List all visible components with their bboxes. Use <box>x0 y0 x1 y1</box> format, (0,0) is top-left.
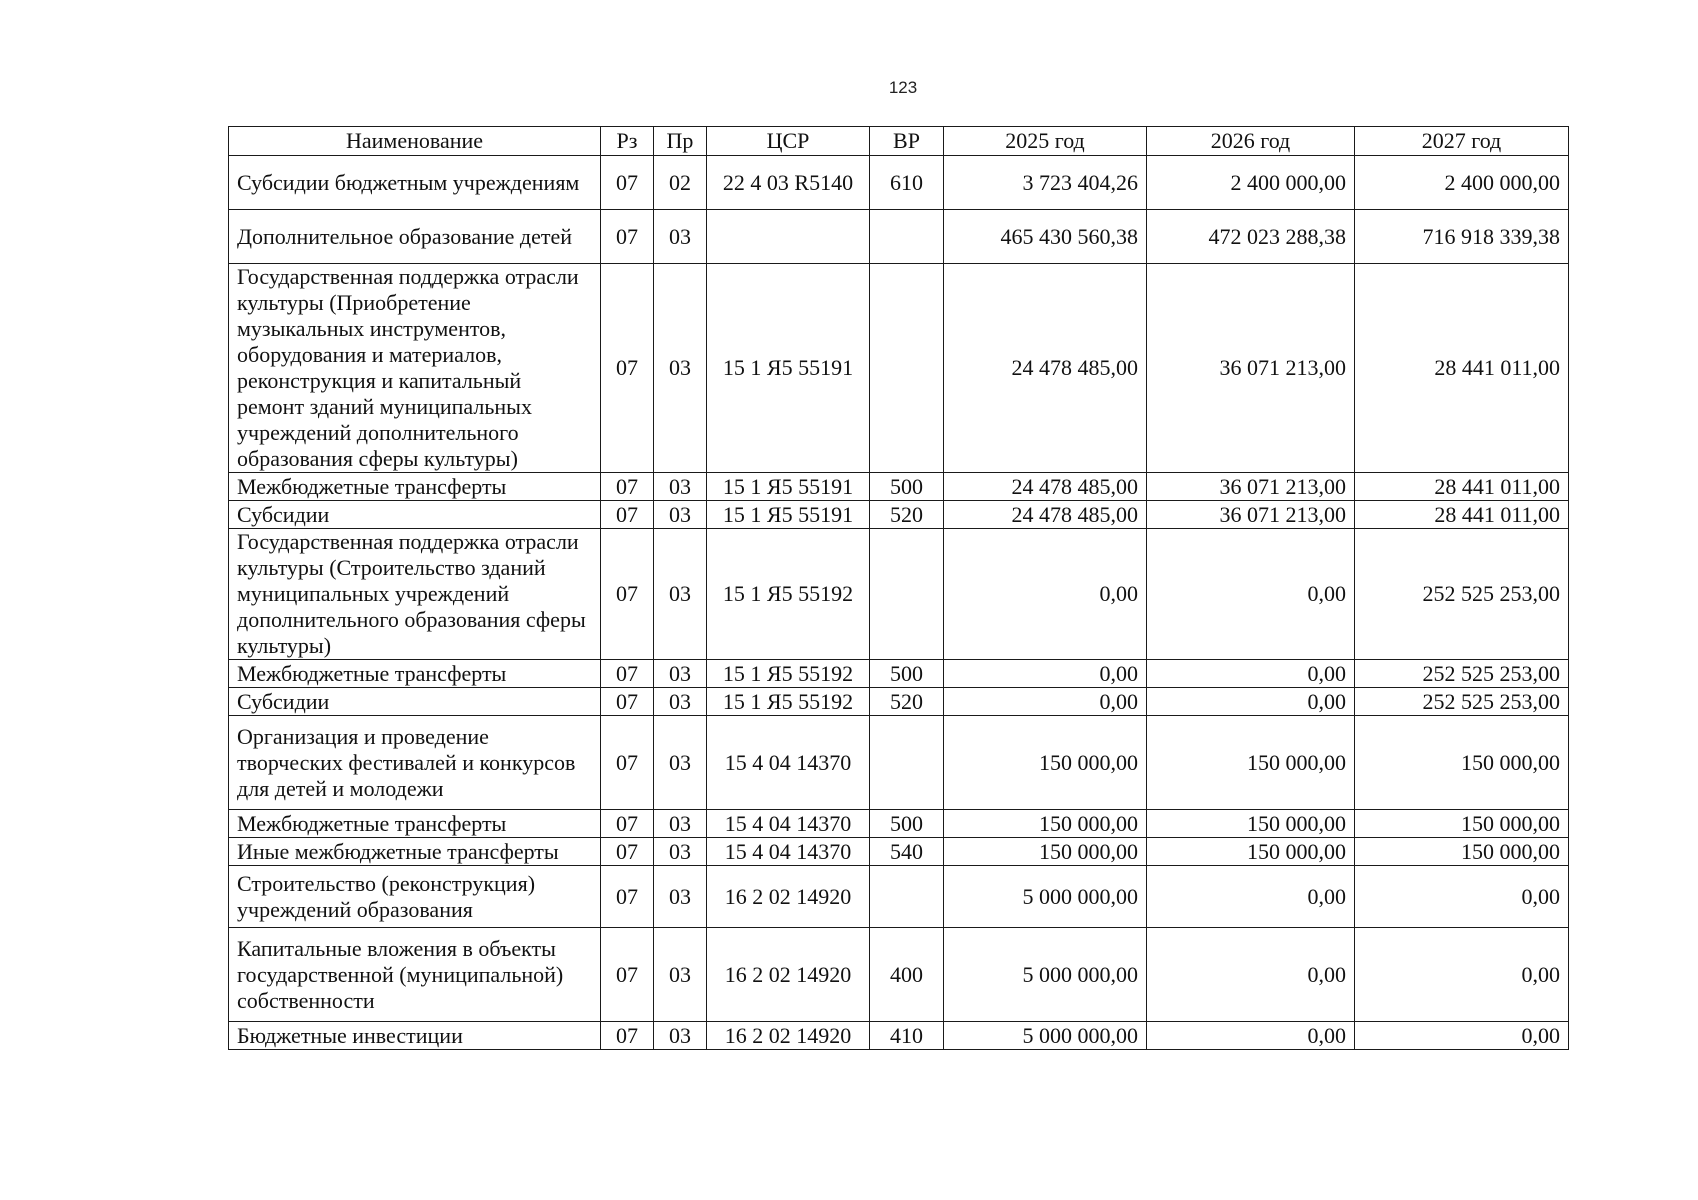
table-header-row <box>229 127 1569 156</box>
row-2026: 0,00 <box>1147 660 1355 688</box>
row-vr: 400 <box>870 928 944 1022</box>
table-row <box>229 838 1569 866</box>
row-vr: 520 <box>870 688 944 716</box>
table-row <box>229 660 1569 688</box>
row-2027: 28 441 011,00 <box>1355 501 1569 529</box>
row-rz: 07 <box>601 716 654 810</box>
row-pr: 03 <box>654 264 707 473</box>
header-2026: 2026 год <box>1147 127 1355 156</box>
budget-table <box>228 126 1569 1050</box>
row-2026: 0,00 <box>1147 928 1355 1022</box>
row-pr: 03 <box>654 1022 707 1050</box>
header-csr: ЦСР <box>707 127 870 156</box>
header-name: Наименование <box>229 127 601 156</box>
row-vr <box>870 264 944 473</box>
row-pr: 03 <box>654 529 707 660</box>
row-name: Государственная поддержка отрасли культуры (Приобретение музыкальных инструментов, оборудования и материалов, реконструкция и капитальный ремонт зданий муниципальных учреждений дополнительного образования сферы культуры) <box>229 264 601 473</box>
row-name: Межбюджетные трансферты <box>229 810 601 838</box>
table-row <box>229 210 1569 264</box>
header-pr: Пр <box>654 127 707 156</box>
header-2025: 2025 год <box>944 127 1147 156</box>
row-csr: 15 4 04 14370 <box>707 716 870 810</box>
table-row <box>229 928 1569 1022</box>
row-rz: 07 <box>601 264 654 473</box>
row-2027: 0,00 <box>1355 1022 1569 1050</box>
row-pr: 03 <box>654 501 707 529</box>
row-vr: 500 <box>870 473 944 501</box>
row-2025: 24 478 485,00 <box>944 264 1147 473</box>
table-row <box>229 529 1569 660</box>
table-row <box>229 501 1569 529</box>
row-rz: 07 <box>601 688 654 716</box>
table-row <box>229 866 1569 928</box>
row-2025: 24 478 485,00 <box>944 501 1147 529</box>
row-pr: 03 <box>654 810 707 838</box>
row-2027: 0,00 <box>1355 928 1569 1022</box>
row-pr: 03 <box>654 716 707 810</box>
row-name: Организация и проведение творческих фестивалей и конкурсов для детей и молодежи <box>229 716 601 810</box>
row-csr: 22 4 03 R5140 <box>707 156 870 210</box>
table-row <box>229 264 1569 473</box>
row-csr: 16 2 02 14920 <box>707 866 870 928</box>
row-rz: 07 <box>601 866 654 928</box>
row-vr: 500 <box>870 810 944 838</box>
row-csr: 15 1 Я5 55191 <box>707 264 870 473</box>
row-2027: 2 400 000,00 <box>1355 156 1569 210</box>
row-name: Строительство (реконструкция) учреждений образования <box>229 866 601 928</box>
row-csr: 15 4 04 14370 <box>707 838 870 866</box>
row-pr: 03 <box>654 928 707 1022</box>
row-pr: 03 <box>654 866 707 928</box>
row-2026: 150 000,00 <box>1147 838 1355 866</box>
row-2026: 2 400 000,00 <box>1147 156 1355 210</box>
row-2025: 3 723 404,26 <box>944 156 1147 210</box>
row-2025: 150 000,00 <box>944 810 1147 838</box>
row-pr: 03 <box>654 660 707 688</box>
row-vr: 520 <box>870 501 944 529</box>
row-pr: 03 <box>654 473 707 501</box>
table-row <box>229 156 1569 210</box>
row-vr: 610 <box>870 156 944 210</box>
row-rz: 07 <box>601 660 654 688</box>
row-name: Субсидии <box>229 688 601 716</box>
row-csr: 15 1 Я5 55192 <box>707 660 870 688</box>
row-rz: 07 <box>601 838 654 866</box>
row-2026: 36 071 213,00 <box>1147 501 1355 529</box>
row-vr <box>870 716 944 810</box>
row-name: Дополнительное образование детей <box>229 210 601 264</box>
row-2026: 0,00 <box>1147 688 1355 716</box>
table-row <box>229 1022 1569 1050</box>
row-2027: 716 918 339,38 <box>1355 210 1569 264</box>
row-2025: 0,00 <box>944 688 1147 716</box>
row-2025: 5 000 000,00 <box>944 866 1147 928</box>
row-csr: 15 1 Я5 55192 <box>707 688 870 716</box>
row-name: Субсидии <box>229 501 601 529</box>
row-csr: 16 2 02 14920 <box>707 1022 870 1050</box>
table-row <box>229 688 1569 716</box>
row-vr <box>870 866 944 928</box>
row-name: Межбюджетные трансферты <box>229 660 601 688</box>
row-2025: 0,00 <box>944 660 1147 688</box>
row-csr <box>707 210 870 264</box>
row-vr: 410 <box>870 1022 944 1050</box>
row-name: Субсидии бюджетным учреждениям <box>229 156 601 210</box>
row-2027: 28 441 011,00 <box>1355 473 1569 501</box>
row-name: Государственная поддержка отрасли культуры (Строительство зданий муниципальных учреждений дополнительного образования сферы культуры) <box>229 529 601 660</box>
row-vr: 540 <box>870 838 944 866</box>
row-pr: 02 <box>654 156 707 210</box>
row-name: Бюджетные инвестиции <box>229 1022 601 1050</box>
row-2026: 36 071 213,00 <box>1147 264 1355 473</box>
row-rz: 07 <box>601 529 654 660</box>
header-rz: Рз <box>601 127 654 156</box>
row-name: Межбюджетные трансферты <box>229 473 601 501</box>
header-vr: ВР <box>870 127 944 156</box>
row-pr: 03 <box>654 210 707 264</box>
row-2025: 150 000,00 <box>944 838 1147 866</box>
row-pr: 03 <box>654 688 707 716</box>
row-name: Капитальные вложения в объекты государственной (муниципальной) собственности <box>229 928 601 1022</box>
row-2026: 150 000,00 <box>1147 810 1355 838</box>
row-vr <box>870 529 944 660</box>
row-name: Иные межбюджетные трансферты <box>229 838 601 866</box>
table-row <box>229 473 1569 501</box>
page-number: 123 <box>888 78 918 97</box>
row-csr: 15 1 Я5 55192 <box>707 529 870 660</box>
row-2027: 0,00 <box>1355 866 1569 928</box>
table-row <box>229 810 1569 838</box>
row-2027: 252 525 253,00 <box>1355 660 1569 688</box>
row-2026: 0,00 <box>1147 866 1355 928</box>
row-2025: 5 000 000,00 <box>944 928 1147 1022</box>
row-2027: 252 525 253,00 <box>1355 529 1569 660</box>
row-2025: 5 000 000,00 <box>944 1022 1147 1050</box>
row-2027: 252 525 253,00 <box>1355 688 1569 716</box>
row-rz: 07 <box>601 210 654 264</box>
row-2026: 36 071 213,00 <box>1147 473 1355 501</box>
header-2027: 2027 год <box>1355 127 1569 156</box>
row-csr: 15 1 Я5 55191 <box>707 501 870 529</box>
row-vr: 500 <box>870 660 944 688</box>
row-rz: 07 <box>601 473 654 501</box>
row-rz: 07 <box>601 810 654 838</box>
row-2027: 150 000,00 <box>1355 838 1569 866</box>
row-2026: 472 023 288,38 <box>1147 210 1355 264</box>
row-2025: 465 430 560,38 <box>944 210 1147 264</box>
row-2026: 0,00 <box>1147 1022 1355 1050</box>
row-pr: 03 <box>654 838 707 866</box>
row-2025: 24 478 485,00 <box>944 473 1147 501</box>
row-2027: 150 000,00 <box>1355 716 1569 810</box>
table-row <box>229 716 1569 810</box>
row-2027: 28 441 011,00 <box>1355 264 1569 473</box>
row-2026: 0,00 <box>1147 529 1355 660</box>
row-rz: 07 <box>601 501 654 529</box>
row-csr: 16 2 02 14920 <box>707 928 870 1022</box>
row-2026: 150 000,00 <box>1147 716 1355 810</box>
row-vr <box>870 210 944 264</box>
row-rz: 07 <box>601 1022 654 1050</box>
row-csr: 15 4 04 14370 <box>707 810 870 838</box>
row-2025: 150 000,00 <box>944 716 1147 810</box>
row-rz: 07 <box>601 156 654 210</box>
row-rz: 07 <box>601 928 654 1022</box>
row-2025: 0,00 <box>944 529 1147 660</box>
row-2027: 150 000,00 <box>1355 810 1569 838</box>
row-csr: 15 1 Я5 55191 <box>707 473 870 501</box>
